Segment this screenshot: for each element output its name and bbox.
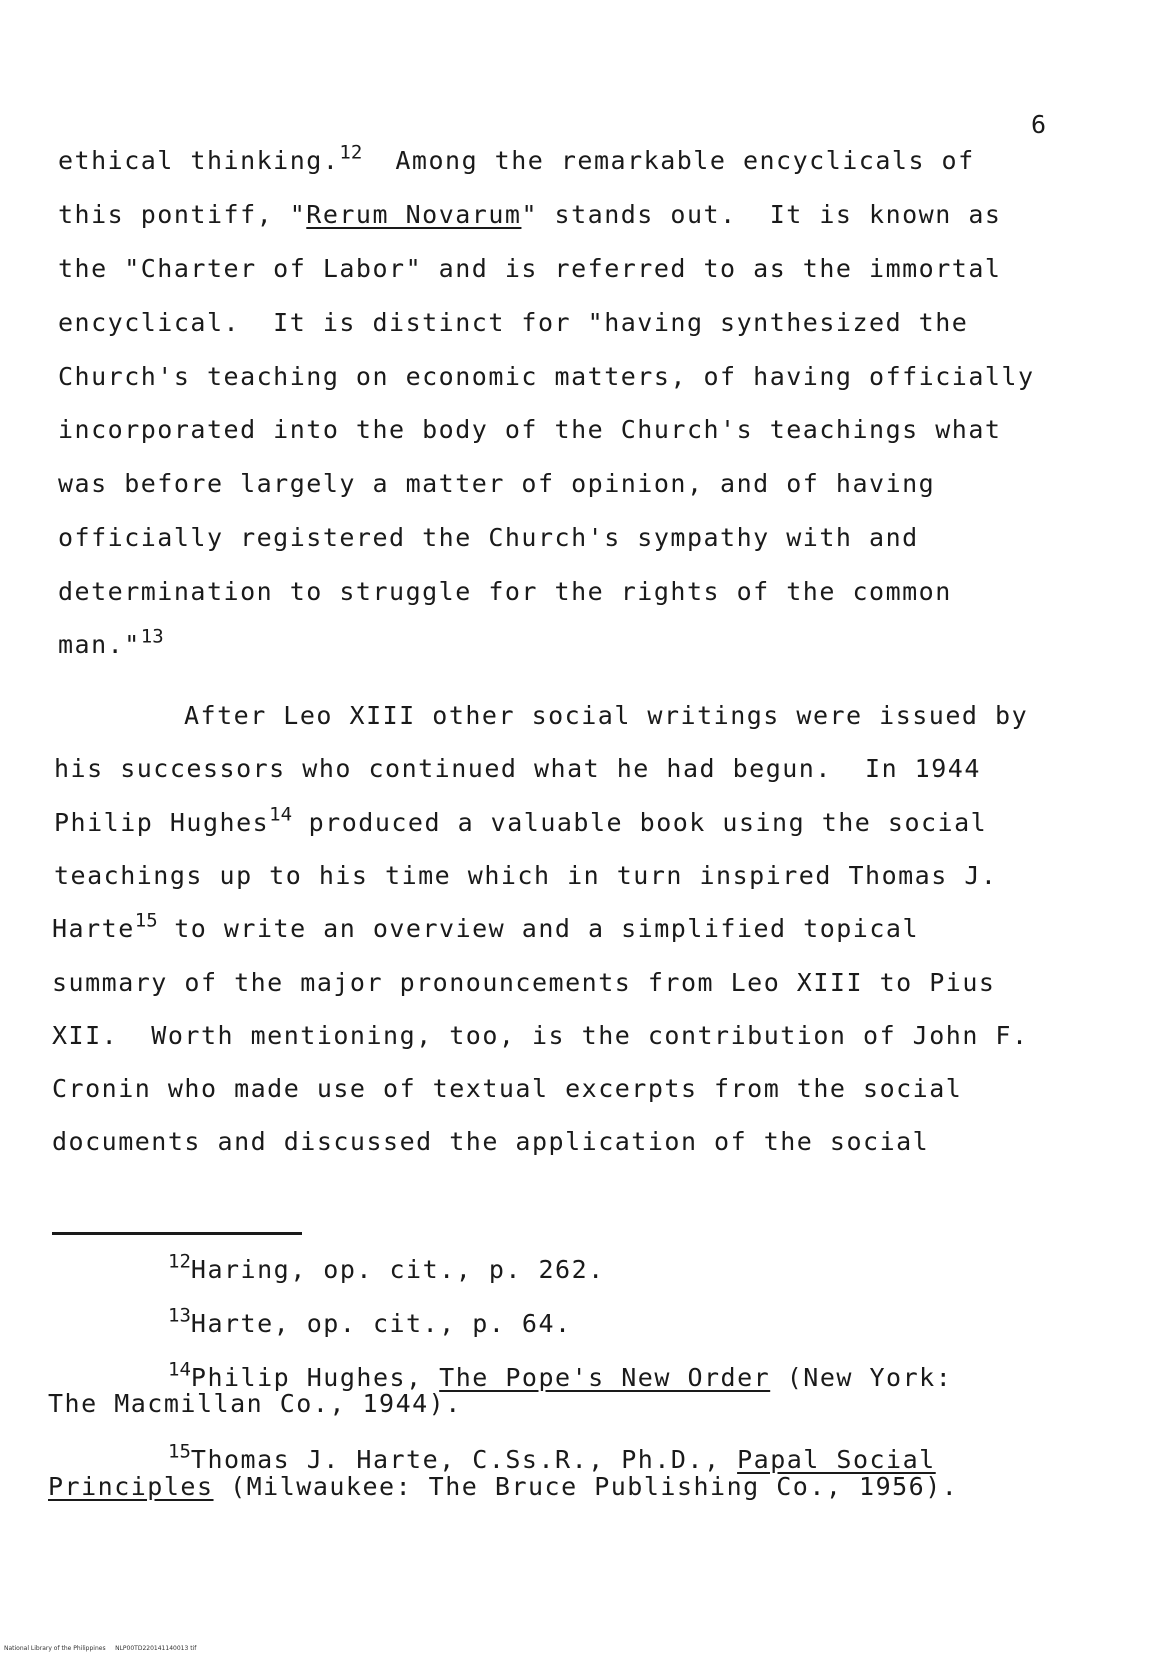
footnote-text: Haring, op. cit., p. 262. (190, 1255, 605, 1284)
footnote-text: (Milwaukee: The Bruce Publishing Co., 1956). (213, 1472, 959, 1501)
footnote-number: 12 (168, 1250, 191, 1273)
footnote-divider (52, 1232, 302, 1235)
underlined-title: Principles (48, 1472, 214, 1501)
body-line: XII. Worth mentioning, too, is the contribution of John F. (52, 1021, 1029, 1050)
scan-footer: National Library of the Philippines NLP00TD220141140013 tif (4, 1645, 197, 1652)
text-segment: produced a valuable book using the social (292, 808, 988, 837)
page-number: 6 (1031, 110, 1047, 139)
body-line (52, 909, 920, 944)
footnote-text: Harte, op. cit., p. 64. (190, 1309, 572, 1338)
body-line: After Leo XIII other social writings were issued by (184, 701, 1029, 730)
body-line: teachings up to his time which in turn inspired Thomas J. (54, 861, 998, 890)
footnote-text: Thomas J. Harte, C.Ss.R., Ph.D., (190, 1445, 738, 1474)
body-line (54, 803, 988, 838)
body-line (58, 141, 975, 176)
text-segment: man." (58, 630, 141, 659)
footnote-ref: 13 (140, 625, 164, 648)
body-line: Church's teaching on economic matters, of having officially (58, 362, 1035, 391)
underlined-title: The Pope's New Order (439, 1363, 771, 1392)
body-line: documents and discussed the application of the social (52, 1127, 930, 1156)
underlined-title: Rerum Novarum (306, 200, 522, 229)
text-segment: " stands out. It is known as (521, 200, 1002, 229)
footnote-text: Philip Hughes, (190, 1363, 440, 1392)
footnote-12 (168, 1250, 605, 1284)
footnote-14 (168, 1358, 953, 1392)
footnote-number: 15 (168, 1440, 191, 1463)
underlined-title: Papal Social (737, 1445, 936, 1474)
text-segment: ethical thinking. (58, 146, 340, 175)
footnote-text: (New York: (770, 1363, 953, 1392)
text-segment: Harte (52, 914, 135, 943)
footnote-number: 13 (168, 1304, 191, 1327)
body-line (58, 625, 164, 660)
text-segment: Philip Hughes (54, 808, 270, 837)
body-line: summary of the major pronouncements from Leo XIII to Pius (52, 968, 996, 997)
body-line: encyclical. It is distinct for "having synthesized the (58, 308, 969, 337)
footnote-ref: 15 (134, 909, 158, 932)
text-segment: Among the remarkable encyclicals of (362, 146, 975, 175)
footnote-15-line2 (48, 1473, 958, 1501)
footnote-ref: 12 (339, 141, 363, 164)
footnote-15 (168, 1440, 936, 1474)
text-segment: to write an overview and a simplified topical (157, 914, 920, 943)
footnote-13 (168, 1304, 572, 1338)
body-line: officially registered the Church's sympathy with and (58, 523, 919, 552)
body-line (58, 200, 1001, 230)
footnote-ref: 14 (269, 803, 293, 826)
footnote-number: 14 (168, 1358, 191, 1381)
body-line: was before largely a matter of opinion, and of having (58, 469, 936, 498)
body-line: his successors who continued what he had begun. In 1944 (54, 754, 981, 783)
text-segment: this pontiff, " (58, 200, 307, 229)
body-line: incorporated into the body of the Church's teachings what (58, 415, 1002, 444)
body-line: determination to struggle for the rights of the common (58, 577, 952, 606)
footnote-14-line2: The Macmillan Co., 1944). (48, 1389, 462, 1418)
body-line: Cronin who made use of textual excerpts from the social (52, 1074, 963, 1103)
body-line: the "Charter of Labor" and is referred to as the immortal (58, 254, 1002, 283)
